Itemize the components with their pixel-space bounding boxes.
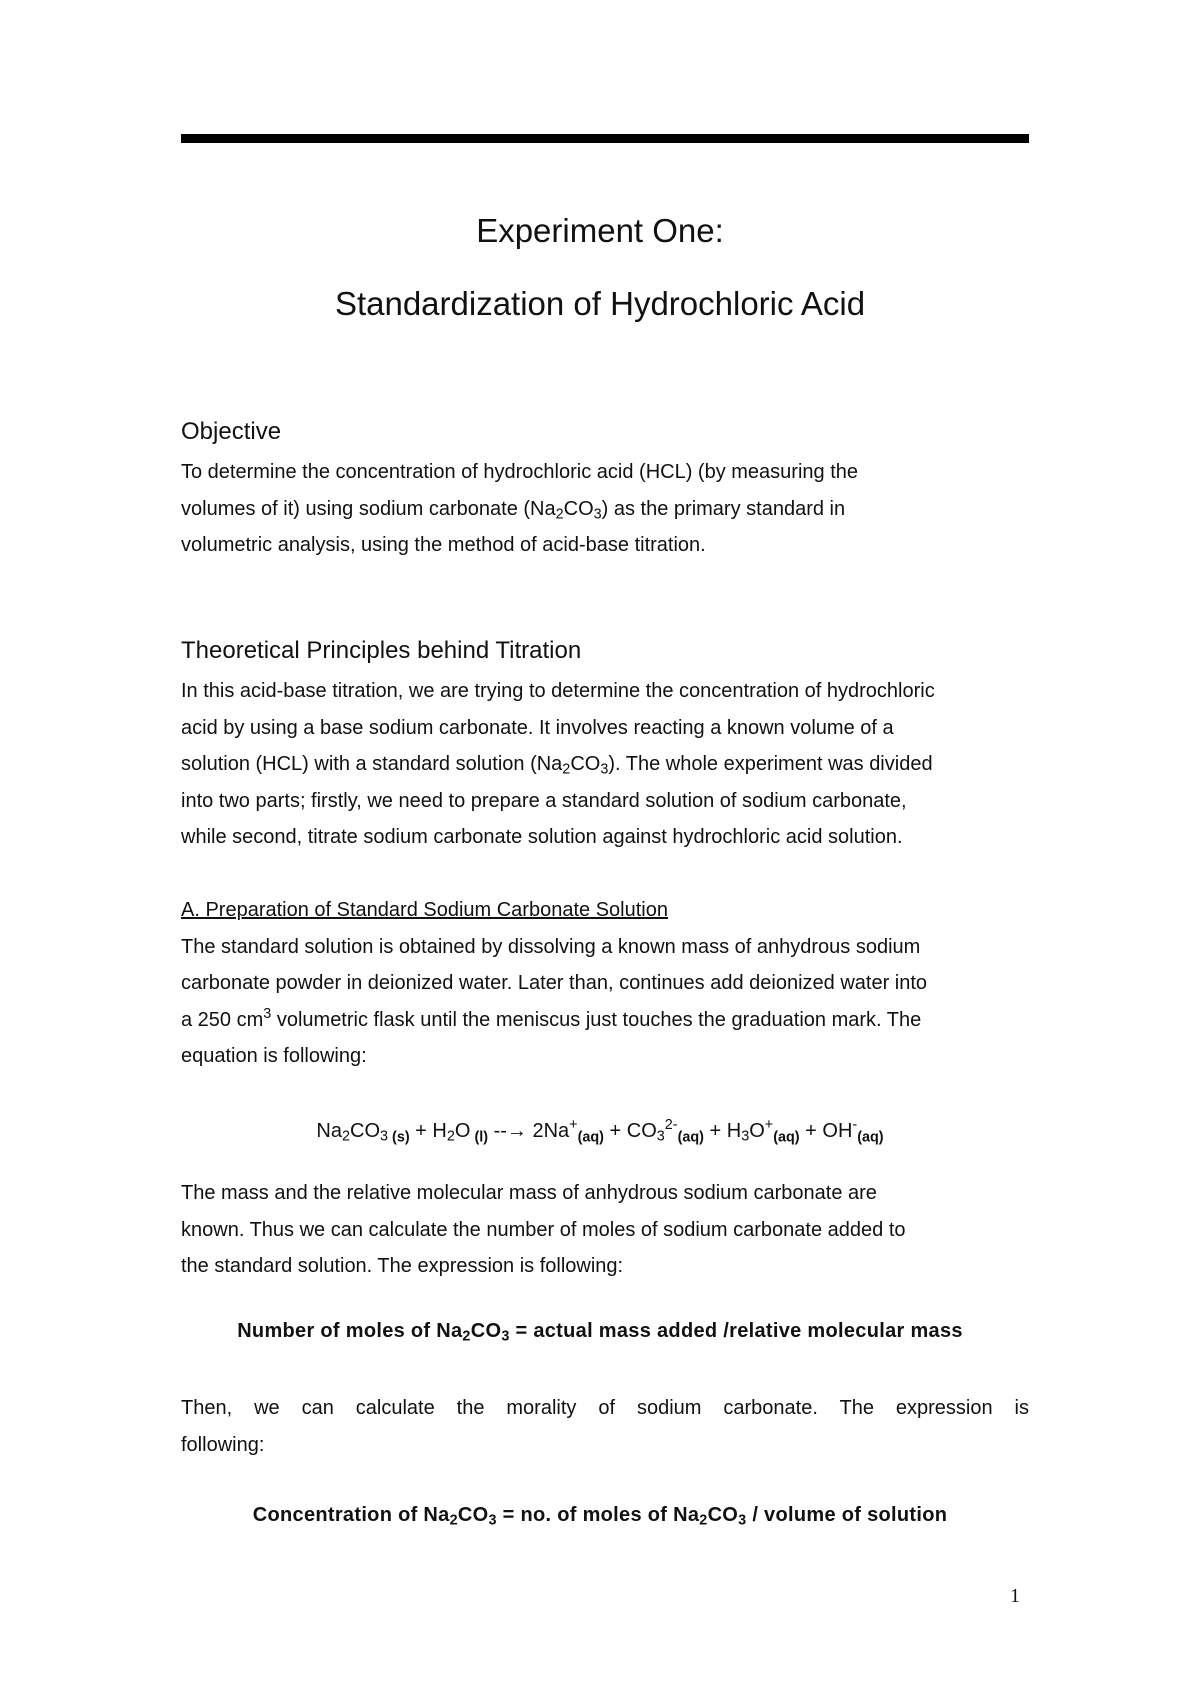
page-title: Experiment One: <box>476 212 724 249</box>
objective-line-2: volumes of it) using sodium carbonate $(Na_2CO_3)$ as the primary standard in <box>181 497 846 523</box>
section-a-line-1: The standard solution is obtained by dissolving a known mass of anhydrous sodium <box>181 935 921 958</box>
theory-body <box>181 673 1029 856</box>
theory-line-4: into two parts; firstly, we need to prepare a standard solution of sodium carbonate, <box>181 789 907 812</box>
objective-body <box>181 454 1029 564</box>
molarity-line-2: following: <box>181 1433 265 1456</box>
theory-heading: Theoretical Principles behind Titration <box>181 637 582 664</box>
page-subtitle: Standardization of Hydrochloric Acid <box>334 285 866 322</box>
theory-line-3: solution (HCL) with a standard solution $(Na_2CO_3)$. The whole experiment was divided <box>181 753 933 778</box>
objective-line-1: To determine the concentration of hydrochloric acid (HCL) (by measuring the <box>181 461 858 483</box>
theory-line-1: In this acid-base titration, we are trying to determine the concentration of hydrochloric <box>181 680 935 702</box>
mass-line-2: known. Thus we can calculate the number of moles of sodium carbonate added to <box>181 1218 906 1241</box>
theory-line-5: while second, titrate sodium carbonate solution against hydrochloric acid solution. <box>181 826 903 848</box>
section-a-line-3: a 250 $cm^3$ volumetric flask until the meniscus just touches the graduation mark. The <box>181 1005 922 1031</box>
section-a-heading: A. Preparation of Standard Sodium Carbonate Solution <box>181 899 668 921</box>
mass-paragraph <box>181 1175 1029 1285</box>
moles-equation: Number of moles of $Na_2CO_3$ = actual mass added /relative molecular mass <box>237 1320 963 1345</box>
section-a-line-4: equation is following: <box>181 1045 367 1067</box>
page-number: 1 <box>1010 1585 1020 1607</box>
concentration-equation: Concentration of $Na_2CO_3$ = no. of moles of $Na_2CO_3$ / volume of solution <box>252 1504 948 1529</box>
objective-heading: Objective <box>181 418 282 445</box>
mass-line-3: the standard solution. The expression is following: <box>181 1255 624 1277</box>
molarity-line-1: Then, we can calculate the morality of sodium carbonate. The expression is <box>181 1397 1029 1419</box>
section-a <box>181 892 1029 1075</box>
section-a-line-2: carbonate powder in deionized water. Later than, continues add deionized water into <box>181 972 928 994</box>
theory-line-2: acid by using a base sodium carbonate. It involves reacting a known volume of a <box>181 716 894 739</box>
mass-line-1: The mass and the relative molecular mass of anhydrous sodium carbonate are <box>181 1182 877 1204</box>
molarity-paragraph <box>181 1390 1029 1463</box>
dissolution-equation: $Na_2CO_3$ $_{(s)} + H_2O$ $_{(l)}$ --→ $2Na^+_{(aq)} + CO_3^{2-}_{(aq)} + H_3O^+_{(aq)} + OH^-_{(aq)}$ <box>316 1117 884 1146</box>
top-rule <box>181 134 1029 143</box>
objective-line-3: volumetric analysis, using the method of acid-base titration. <box>181 534 706 556</box>
